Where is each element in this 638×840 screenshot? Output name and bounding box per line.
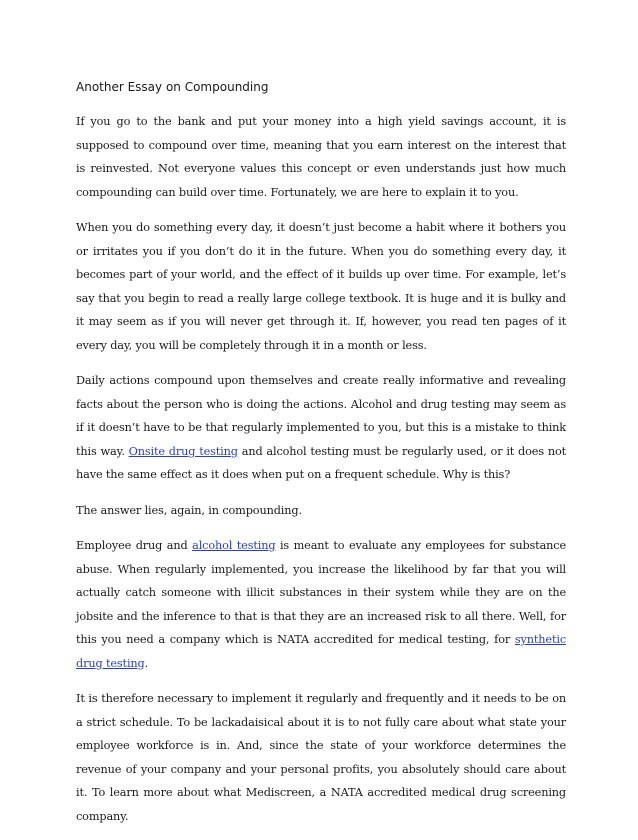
document-title: Another Essay on Compounding	[76, 80, 269, 94]
synthetic-drug-testing-link[interactable]: synthetic drug testing	[76, 633, 566, 670]
paragraph-1: If you go to the bank and put your money into a high yield savings account, it is supposed to compound over time, meaning that you earn interest on the interest that is reinvested. Not everyone values this concept or even understands just how much compounding can build over time. Fortunately, we are here to explain it to you.	[76, 115, 566, 199]
paragraph-5	[76, 534, 566, 675]
paragraph-3-text-after: and alcohol testing must be regularly used, or it does not have the same effect as it does when put on a frequent schedule. Why is this?	[76, 444, 567, 481]
paragraph-3	[76, 369, 566, 487]
paragraph-3-text-before: Daily actions compound upon themselves and create really informative and revealing facts about the person who is doing the actions. Alcohol and drug testing may seem as if it doesn’t have to be that regularly implemented to you, but this is a mistake to think this way.	[76, 374, 566, 458]
paragraph-5-text-before: Employee drug and	[76, 539, 193, 552]
paragraph-5-text-after: .	[144, 656, 149, 670]
paragraph-6: It is therefore necessary to implement it regularly and frequently and it needs to be on a strict schedule. To be lackadaisical about it is to not fully care about what state your employee workforce is in. And, since the state of your workforce determines the revenue of your company and your personal profits, you absolutely should care about it. To learn more about what Mediscreen, a NATA accredited medical drug screening company.	[76, 692, 566, 823]
onsite-drug-testing-link[interactable]: Onsite drug testing	[128, 444, 238, 458]
paragraph-4: The answer lies, again, in compounding.	[76, 503, 302, 517]
paragraph-2: When you do something every day, it doesn’t just become a habit where it bothers you or irritates you if you don’t do it in the future. When you do something every day, it becomes part of your world, and the effect of it builds up over time. For example, let’s say that you begin to read a really large college textbook. It is huge and it is bulky and it may seem as if you will never get through it. If, however, you read ten pages of it every day, you will be completely through it in a month or less.	[76, 221, 566, 352]
alcohol-testing-link[interactable]: alcohol testing	[192, 539, 276, 552]
paragraph-5-text-middle: is meant to evaluate any employees for substance abuse. When regularly implemented, you increase the likelihood by far that you will actually catch someone with illicit substances in their system while they are on the jobsite and the inference to that is that they are an increased risk to all there. Well, for this you need a company which is NATA accredited for medical testing, for	[76, 539, 566, 646]
document-page	[76, 78, 566, 840]
